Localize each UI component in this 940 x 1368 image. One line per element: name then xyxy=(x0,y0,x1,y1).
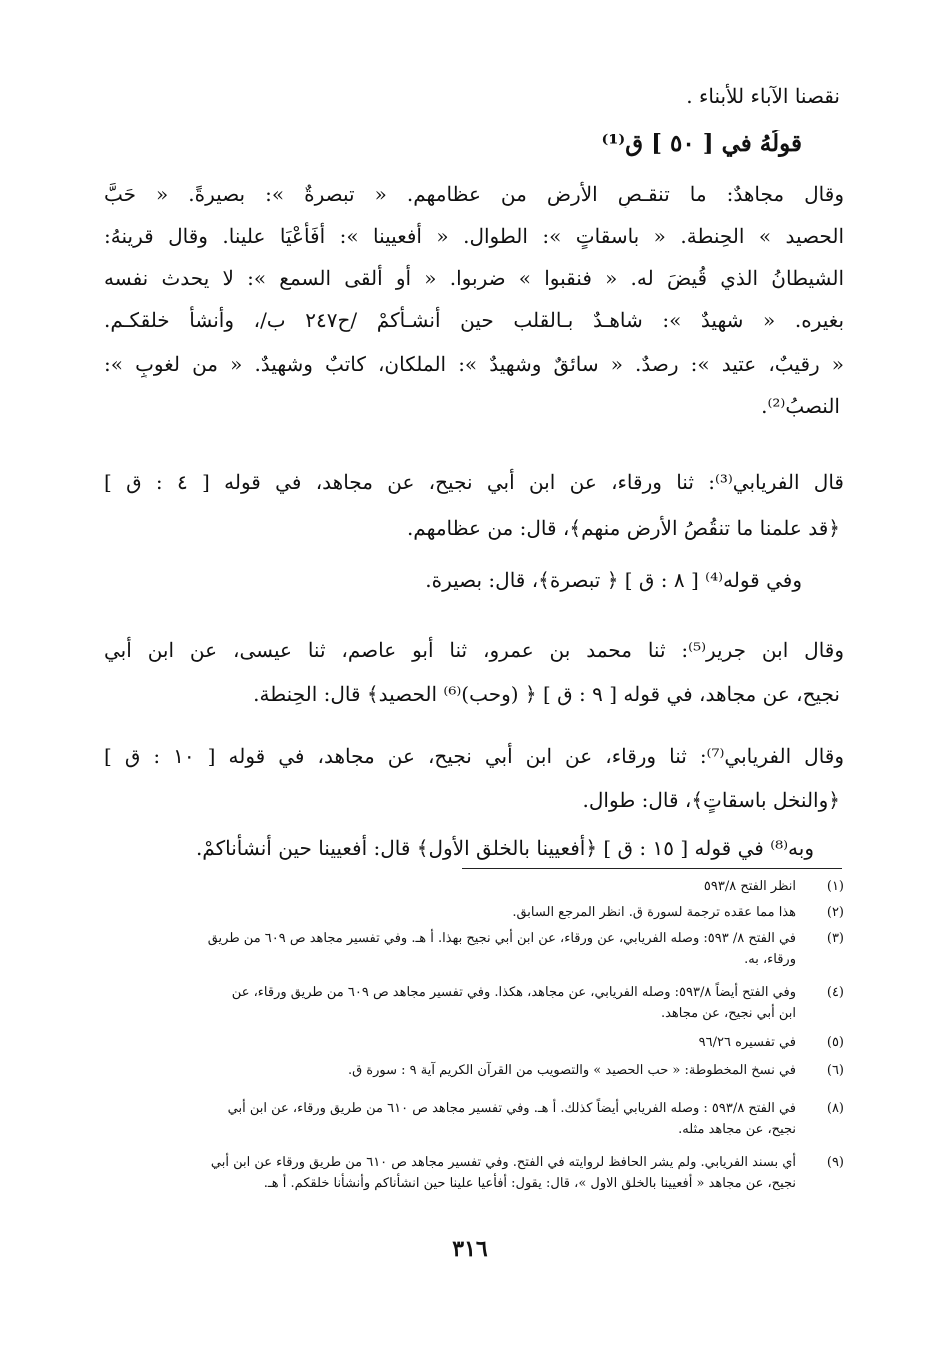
body-line: النصبُ⁽²⁾. xyxy=(761,394,840,418)
body-line: وبه⁽⁸⁾ في قوله [ ١٥ : ق ] ﴿أفعيينا بالخلق الأول﴾ قال: أفعيينا حين أنشأناكمْ. xyxy=(195,836,814,860)
footnote-number: (٤) xyxy=(826,985,844,1000)
footnote-text: في الفتح ٥٩٣/٨ : وصله الفريابي أيضاً كذلك. أ هـ. وفي تفسير مجاهد ص ٦١٠ من طريق ورقاء، عن ابن أبي xyxy=(227,1101,796,1116)
page-number: ٣١٦ xyxy=(452,1236,488,1262)
footnote-text: نجيح، عن مجاهد مثله. xyxy=(678,1122,796,1137)
footnote xyxy=(104,1060,844,1081)
footnote-number: (٦) xyxy=(826,1063,844,1078)
footnote-number: (٥) xyxy=(826,1035,844,1050)
footnote xyxy=(104,876,844,897)
footnote-number: (٢) xyxy=(826,905,844,920)
footnote-number: (٣) xyxy=(826,931,844,946)
footnote-text: ابن أبي نجيح، عن مجاهد. xyxy=(660,1006,796,1021)
footnote xyxy=(104,902,844,923)
body-line: الشيطانُ الذي قُيضَ له. « فنقبوا » ضربوا. « أو ألقى السمع »: لا يحدث نفسه xyxy=(104,266,844,290)
body-line: نقصنا الآباء للأبناء . xyxy=(686,84,840,108)
footnote xyxy=(104,1032,844,1053)
footnote-text: انظر الفتح ٥٩٣/٨ xyxy=(703,879,796,894)
footnote-number: (١) xyxy=(826,879,844,894)
footnote-text: في الفتح ٨/ ٥٩٣: وصله الفريابي، عن ورقاء، عن ابن أبي نجيح بهذا. أ هـ. وفي تفسير مجاهد ص ٦٠٩ من طريق xyxy=(207,931,796,946)
footnote xyxy=(104,1098,844,1140)
body-line: وقال الفريابي⁽⁷⁾: ثنا ورقاء، عن ابن أبي نجيح، عن مجاهد، في قوله [ ١٠ : ق ] xyxy=(104,744,844,768)
footnote-separator xyxy=(462,868,842,869)
footnote xyxy=(104,928,844,970)
footnote-text: هذا مما عقده ترجمة لسورة ق. انظر المرجع السابق. xyxy=(512,905,796,920)
footnote-text: ورقاء، به. xyxy=(744,952,796,967)
body-line: ﴿والنخل باسقاتٍ﴾، قال: طوال. xyxy=(582,788,840,812)
footnote-number: (٨) xyxy=(826,1101,844,1116)
footnote-text: في تفسيره ٩٦/٢٦ xyxy=(698,1035,796,1050)
footnote-text: وفي الفتح أيضاً ٥٩٣/٨: وصله الفريابي، عن مجاهد، هكذا. وفي تفسير مجاهد ص ٦٠٩ من طريق ورقاء، عن xyxy=(231,985,796,1000)
footnote xyxy=(104,982,844,1024)
footnote-text: نجيح، عن مجاهد « أفعيينا بالخلق الاول »، قال: يقول: أفأعيا علينا حين انشأناكم وأنشأنا خلقكم. أ هـ. xyxy=(263,1176,796,1191)
footnote-text: أي بسند الفريابي. ولم يشر الحافظ لروايته في الفتح. وفي تفسير مجاهد ص ٦١٠ من طريق ورقاء عن ابن أبي xyxy=(210,1155,796,1170)
body-line: « رقيبٌ، عتيد »: رصدٌ. « سائقٌ وشهيدٌ »: الملكان، كاتبٌ وشهيدٌ. « من لغوبٍ »: xyxy=(104,352,844,376)
body-line: وقال مجاهدٌ: ما تنقـصِ الأرض من عظامهم. « تبصرةٌ »: بصيرةً. « حَبَّ xyxy=(104,182,844,206)
body-line: بغيره. « شهيدٌ »: شاهـدٌ بـالقلب حين أنشـأكمْ /ح٢٤٧ ب/، وأنشأ خلقكـم. xyxy=(104,308,844,332)
body-line: ﴿قد علمنا ما تنقُصُ الأرض منهم﴾، قال: من عظامهم. xyxy=(406,516,840,540)
body-line: وقال ابن جرير⁽⁵⁾: ثنا محمد بن عمرو، ثنا أبو عاصم، ثنا عيسى، عن ابن أبي xyxy=(104,638,844,662)
body-line: الحصيد » الحِنطة. « باسقاتٍ »: الطوال. « أفعيينا »: أَفَأَعْيَا علينا. وقال قرينهُ: xyxy=(104,224,844,248)
body-line: نجيح، عن مجاهد، في قوله [ ٩ : ق ] ﴿ (وحب)⁽⁶⁾ الحصيد﴾ قال: الحِنطة. xyxy=(253,682,840,706)
section-heading: قولُهُ في [ ٥٠ ] ق⁽¹⁾ xyxy=(601,130,802,157)
body-line: وفي قوله⁽⁴⁾ [ ٨ : ق ] ﴿ تبصرة﴾، قال: بصيرة. xyxy=(425,568,802,592)
footnote-number: (٩) xyxy=(826,1155,844,1170)
body-line: قال الفريابي⁽³⁾: ثنا ورقاء، عن ابن أبي نجيح، عن مجاهد، في قوله [ ٤ : ق ] xyxy=(104,470,844,494)
footnote-text: في نسخ المخطوطة: « حب الحصيد » والتصويب من القرآن الكريم آية ٩ : سورة ق. xyxy=(347,1063,796,1078)
footnote xyxy=(104,1152,844,1194)
